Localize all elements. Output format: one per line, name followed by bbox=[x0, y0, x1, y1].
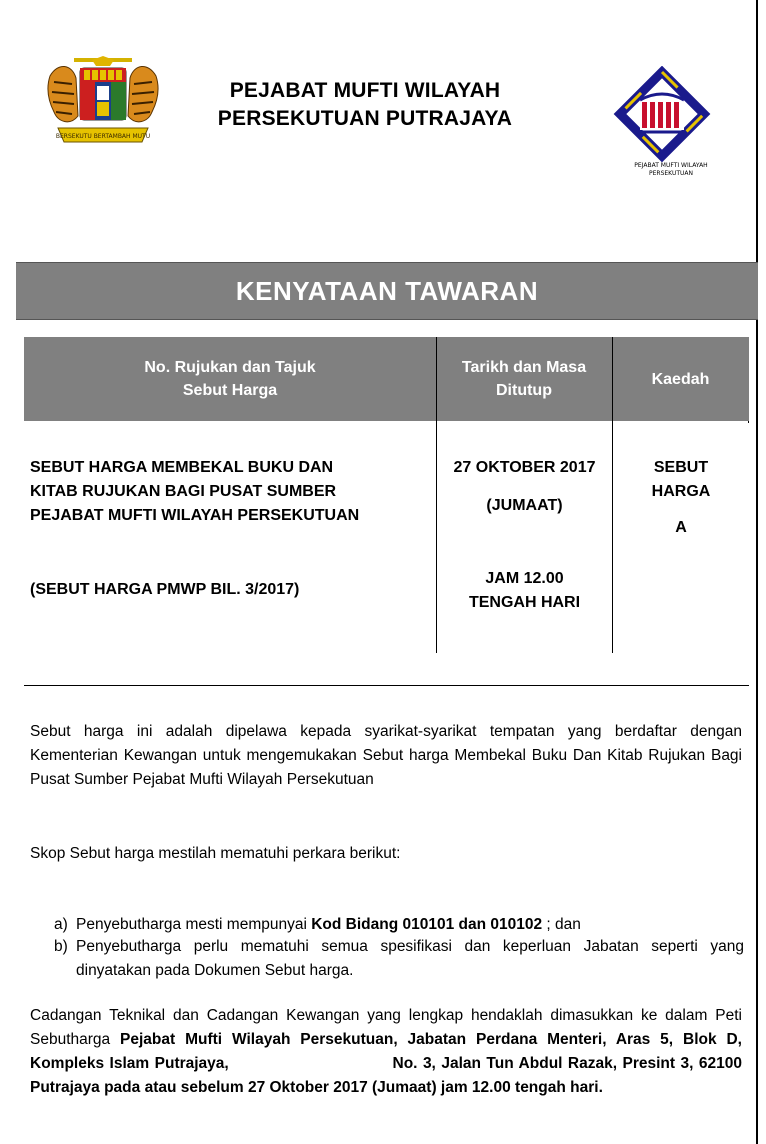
tender-title bbox=[30, 456, 430, 528]
submission-address: Pejabat Mufti Wilayah Persekutuan, Jabatan Perdana Menteri, Aras 5, Blok D, Kompleks Islam Putrajaya, No. 3, Jalan Tun Abdul Razak, Presint 3, 62100 Putrajaya pada atau sebelum 27 Oktober 2017 (Jumaat) jam 12.00 tengah hari. bbox=[30, 1031, 742, 1096]
intro-paragraph: Sebut harga ini adalah dipelawa kepada syarikat-syarikat tempatan yang berdaftar dengan Kementerian Kewangan untuk mengemukakan Sebut harga Membekal Buku Dan Kitab Rujukan Bagi Pusat Sumber Pejabat Mufti Wilayah Persekutuan bbox=[30, 723, 742, 788]
tender-reference: (SEBUT HARGA PMWP BIL. 3/2017) bbox=[30, 581, 300, 598]
mufti-office-emblem bbox=[612, 66, 730, 166]
list-marker: a) bbox=[54, 916, 68, 933]
coat-of-arms-logo bbox=[44, 56, 162, 150]
tender-method-line-2: HARGA bbox=[651, 483, 711, 500]
header-date-line-1: Tarikh dan Masa bbox=[461, 359, 587, 376]
header-method bbox=[612, 337, 749, 421]
list-item-text-start: Penyebutharga mesti mempunyai bbox=[76, 916, 312, 933]
closing-paragraph bbox=[30, 1004, 742, 1100]
tender-title-line-1: SEBUT HARGA MEMBEKAL BUKU DAN bbox=[30, 459, 334, 476]
tender-method-line-1: SEBUT bbox=[653, 459, 709, 476]
header-reference-title bbox=[24, 337, 436, 421]
mufti-office-logo bbox=[612, 66, 730, 184]
tender-title-line-2: KITAB RUJUKAN BAGI PUSAT SUMBER bbox=[30, 483, 337, 500]
header-method-label: Kaedah bbox=[651, 370, 710, 388]
tender-method bbox=[613, 456, 749, 540]
header-closing-date bbox=[436, 337, 612, 421]
svg-text:BERSEKUTU BERTAMBAH MUTU: BERSEKUTU BERTAMBAH MUTU bbox=[55, 133, 151, 140]
header-date-line-2: Ditutup bbox=[496, 382, 552, 399]
column-divider bbox=[748, 421, 749, 423]
closing-date: 27 OKTOBER 2017 bbox=[453, 459, 596, 476]
logo-caption: PEJABAT MUFTI WILAYAH PERSEKUTUAN bbox=[634, 162, 708, 177]
divider-line bbox=[24, 685, 749, 686]
list-item-text-end: ; dan bbox=[542, 916, 581, 933]
list-item-text: Penyebutharga perlu mematuhi semua spesifikasi dan keperluan Jabatan seperti yang dinyatakan pada Dokumen Sebut harga. bbox=[76, 938, 744, 979]
scope-paragraph: Skop Sebut harga mestilah mematuhi perkara berikut: bbox=[30, 845, 401, 862]
office-title-line-1: PEJABAT MUFTI WILAYAH bbox=[229, 79, 501, 102]
closing-time-line-1: JAM 12.00 bbox=[485, 570, 564, 587]
header-reference-line-1: No. Rujukan dan Tajuk bbox=[144, 359, 316, 376]
list-marker: b) bbox=[54, 938, 68, 955]
list-item bbox=[54, 935, 744, 983]
field-code: Kod Bidang 010101 dan 010102 bbox=[311, 916, 543, 933]
closing-text: Cadangan Teknikal dan Cadangan Kewangan yang lengkap hendaklah dimasukkan ke dalam Peti Sebutharga bbox=[30, 1007, 742, 1048]
page-banner: KENYATAAN TAWARAN bbox=[16, 262, 758, 320]
table-header bbox=[24, 337, 749, 421]
list-item-text bbox=[76, 913, 744, 937]
header-reference-line-2: Sebut Harga bbox=[182, 382, 278, 399]
list-item bbox=[54, 913, 744, 937]
closing-time bbox=[437, 567, 612, 615]
closing-time-line-2: TENGAH HARI bbox=[468, 594, 581, 611]
closing-day: (JUMAAT) bbox=[486, 497, 563, 514]
office-title-line-2: PERSEKUTUAN PUTRAJAYA bbox=[217, 107, 513, 130]
tender-title-line-3: PEJABAT MUFTI WILAYAH PERSEKUTUAN bbox=[30, 507, 360, 524]
office-title bbox=[160, 77, 570, 133]
tender-method-line-3: A bbox=[675, 519, 687, 536]
